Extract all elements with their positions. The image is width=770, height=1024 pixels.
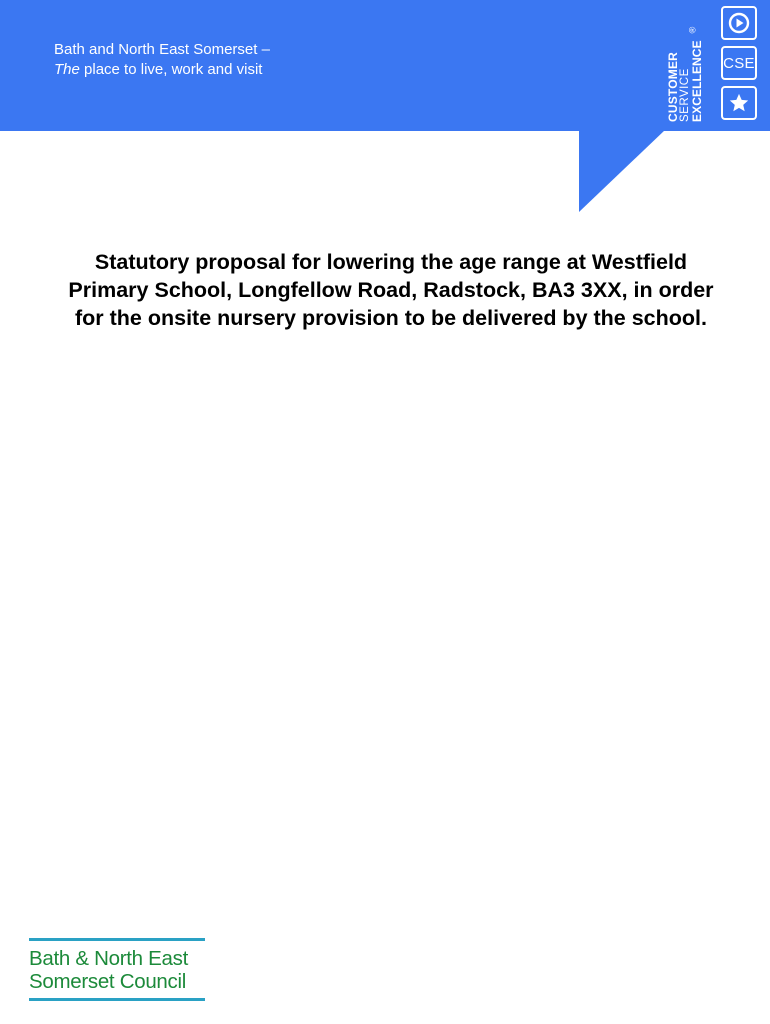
logo-council-name xyxy=(29,947,207,993)
logo-line-1: Bath & North East xyxy=(29,947,188,970)
tagline-italic-word: The xyxy=(54,61,80,78)
play-icon-glyph xyxy=(728,12,750,34)
wordmark-customer: CUSTOMER xyxy=(666,51,680,122)
star-icon-glyph xyxy=(728,92,750,114)
wordmark-excellence: EXCELLENCE xyxy=(690,40,704,122)
logo-top-rule xyxy=(29,938,205,941)
tagline-line-2 xyxy=(54,60,270,80)
document-title: Statutory proposal for lowering the age range at Westfield Primary School, Longfellow Road, Radstock, BA3 3XX, in order for the onsite nursery provision to be delivered by the school. xyxy=(68,250,714,330)
logo-bottom-rule xyxy=(29,998,205,1001)
registered-mark: ® xyxy=(687,26,698,34)
play-icon xyxy=(721,6,757,40)
logo-line-2: Somerset Council xyxy=(29,970,186,993)
cse-box: CSE xyxy=(721,46,757,80)
header-tagline xyxy=(54,40,270,80)
tagline-line-1: Bath and North East Somerset – xyxy=(54,41,270,58)
wordmark-service: SERVICE xyxy=(679,68,691,122)
star-icon xyxy=(721,86,757,120)
tagline-rest: place to live, work and visit xyxy=(79,61,263,78)
customer-service-excellence-wordmark xyxy=(667,32,717,122)
council-logo xyxy=(29,938,207,1001)
